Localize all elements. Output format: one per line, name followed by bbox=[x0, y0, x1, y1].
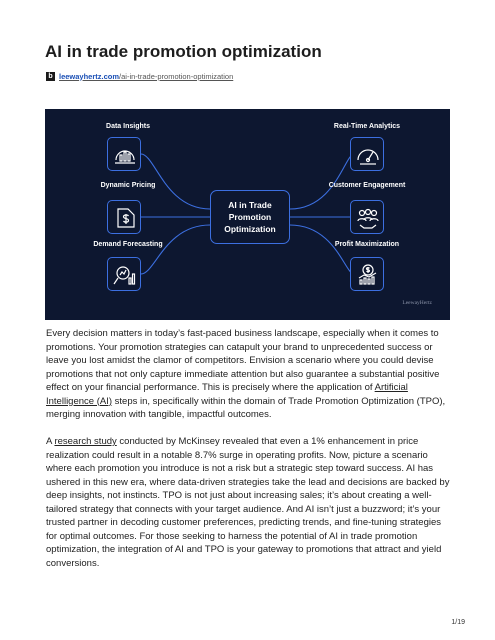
real-time-analytics-box bbox=[350, 137, 384, 171]
brand-watermark: LeewayHertz bbox=[402, 300, 432, 306]
center-node bbox=[210, 190, 290, 244]
data-insights-box bbox=[107, 137, 141, 171]
infographic bbox=[45, 109, 450, 320]
source-link[interactable] bbox=[59, 72, 233, 81]
money-growth-icon bbox=[355, 262, 381, 288]
label-data-insights: Data Insights bbox=[106, 123, 150, 130]
price-tag-icon bbox=[112, 205, 138, 231]
source-path: /ai-in-trade-promotion-optimization bbox=[119, 71, 234, 81]
page-number: 1/19 bbox=[451, 619, 465, 626]
analytics-chart-icon bbox=[112, 142, 138, 168]
magnifier-chart-icon bbox=[112, 262, 138, 288]
people-group-icon bbox=[355, 205, 381, 231]
profit-maximization-box bbox=[350, 257, 384, 291]
source-row bbox=[46, 71, 233, 81]
demand-forecasting-box bbox=[107, 257, 141, 291]
label-dynamic-pricing: Dynamic Pricing bbox=[100, 182, 156, 189]
intro-paragraph bbox=[46, 327, 451, 422]
paragraph1-text-b: steps in, specifically within the domain of Trade Promotion Optimization (TPO), merging innovation with tangible, impactful outcomes. bbox=[46, 395, 446, 420]
label-demand-forecasting: Demand Forecasting bbox=[93, 241, 163, 248]
center-label: AI in Trade Promotion Optimization bbox=[224, 200, 276, 234]
site-favicon-icon: b bbox=[46, 72, 55, 81]
page-title: AI in trade promotion optimization bbox=[45, 42, 322, 61]
paragraph2-text-a: A bbox=[46, 436, 55, 447]
label-profit-maximization: Profit Maximization bbox=[334, 241, 400, 248]
paragraph2-text-b: conducted by McKinsey revealed that even a 1% enhancement in price realization could result in a notable 8.7% surge in operating profits. Now, picture a scenario where each promotion you introduce is not a risk but a strategic step toward success. AI has ushered in this new era, where data-driven strategies take the lead and decisions are backed by deep insights, not instincts. TPO is not just about increasing sales; it’s about creating a well-tailored strategy that connects with your target audience. And AI isn’t just a buzzword; it’s your trusted partner in decoding customer preferences, predicting trends, and fine-tuning strategies for optimal outcomes. For those seeking to harness the potential of AI in trade promotion optimization, the integration of AI and TPO is your gateway to promotions that attract and yield conversions. bbox=[46, 436, 450, 569]
dynamic-pricing-box bbox=[107, 200, 141, 234]
gauge-icon bbox=[355, 142, 381, 168]
ai-link[interactable]: Artificial Intelligence (AI) bbox=[46, 382, 408, 407]
customer-engagement-box bbox=[350, 200, 384, 234]
label-real-time-analytics: Real-Time Analytics bbox=[333, 123, 401, 130]
label-customer-engagement: Customer Engagement bbox=[328, 182, 406, 189]
research-paragraph bbox=[46, 435, 451, 570]
research-study-link[interactable]: research study bbox=[54, 436, 117, 447]
source-domain: leewayhertz.com bbox=[59, 71, 120, 81]
paragraph1-text-a: Every decision matters in today’s fast-paced business landscape, especially when it comes to promotions. Your promotion strategies can catapult your brand to unprecedented success or leave you lost amidst the clamor of competitors. Envision a scenario where you could devise promotions that not only capture immediate attention but also guarantee a substantial positive effect on your financial performance. This is precisely where the application of bbox=[46, 328, 440, 393]
